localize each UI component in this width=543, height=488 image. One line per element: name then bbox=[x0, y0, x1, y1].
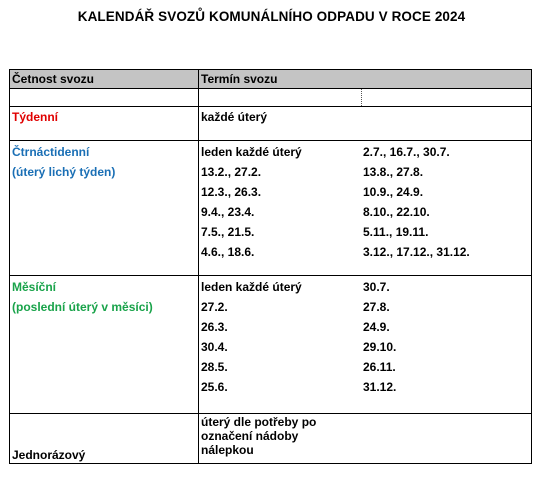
weekly-label-cell bbox=[10, 107, 199, 141]
date-entry: 9.4., 23.4. bbox=[201, 205, 255, 219]
date-entry: 26.3. bbox=[201, 320, 228, 334]
row-oneoff bbox=[10, 414, 532, 464]
oneoff-label-cell bbox=[10, 414, 199, 464]
oneoff-value-cell bbox=[199, 414, 532, 464]
date-entry: 7.5., 21.5. bbox=[201, 225, 255, 239]
oneoff-label: Jednorázový bbox=[12, 448, 86, 462]
date-entry: 24.9. bbox=[363, 320, 390, 334]
biweekly-label: Čtrnáctidenní bbox=[12, 145, 90, 159]
date-entry: 4.6., 18.6. bbox=[201, 245, 255, 259]
date-entry: 27.8. bbox=[363, 300, 390, 314]
header-frequency: Četnost svozu bbox=[10, 70, 199, 89]
date-entry: 13.8., 27.8. bbox=[363, 165, 424, 179]
row-weekly bbox=[10, 107, 532, 141]
date-entry: 2.7., 16.7., 30.7. bbox=[363, 145, 450, 159]
weekly-value-cell bbox=[199, 107, 532, 141]
page-title: KALENDÁŘ SVOZŮ KOMUNÁLNÍHO ODPADU V ROCE 2024 bbox=[77, 9, 466, 24]
date-entry: leden každé úterý bbox=[201, 145, 302, 159]
empty-cell bbox=[199, 89, 532, 107]
biweekly-dates bbox=[201, 145, 529, 265]
monthly-sublabel: (poslední úterý v měsíci) bbox=[12, 300, 153, 314]
biweekly-dates-cell bbox=[199, 141, 532, 276]
date-entry: 25.6. bbox=[201, 380, 228, 394]
oneoff-value-line: nálepkou bbox=[201, 443, 254, 457]
date-entry: 8.10., 22.10. bbox=[363, 205, 430, 219]
date-entry: leden každé úterý bbox=[201, 280, 302, 294]
date-entry: 3.12., 17.12., 31.12. bbox=[363, 245, 470, 259]
empty-row bbox=[10, 89, 532, 107]
table-header-row bbox=[10, 70, 532, 89]
date-entry: 10.9., 24.9. bbox=[363, 185, 424, 199]
date-entry: 13.2., 27.2. bbox=[201, 165, 262, 179]
oneoff-value bbox=[201, 414, 529, 457]
date-entry: 27.2. bbox=[201, 300, 228, 314]
date-entry: 30.4. bbox=[201, 340, 228, 354]
date-entry: 29.10. bbox=[363, 340, 397, 354]
date-entry: 30.7. bbox=[363, 280, 390, 294]
oneoff-value-line: označení nádoby bbox=[201, 429, 299, 443]
row-monthly bbox=[10, 276, 532, 414]
date-entry: 28.5. bbox=[201, 360, 228, 374]
schedule-table bbox=[9, 69, 532, 464]
biweekly-sublabel: (úterý lichý týden) bbox=[12, 165, 116, 179]
date-entry: 26.11. bbox=[363, 360, 396, 374]
monthly-dates bbox=[201, 280, 529, 400]
date-entry: 5.11., 19.11. bbox=[363, 225, 429, 239]
weekly-label: Týdenní bbox=[12, 110, 59, 124]
date-entry: 31.12. bbox=[363, 380, 397, 394]
biweekly-label-cell bbox=[10, 141, 199, 276]
monthly-dates-cell bbox=[199, 276, 532, 414]
oneoff-value-line: úterý dle potřeby po bbox=[201, 415, 317, 429]
weekly-value: každé úterý bbox=[201, 110, 268, 124]
header-schedule: Termín svozu bbox=[199, 70, 532, 89]
monthly-label: Měsíční bbox=[12, 280, 57, 294]
monthly-label-cell bbox=[10, 276, 199, 414]
row-biweekly bbox=[10, 141, 532, 276]
empty-cell bbox=[10, 89, 199, 107]
date-entry: 12.3., 26.3. bbox=[201, 185, 262, 199]
